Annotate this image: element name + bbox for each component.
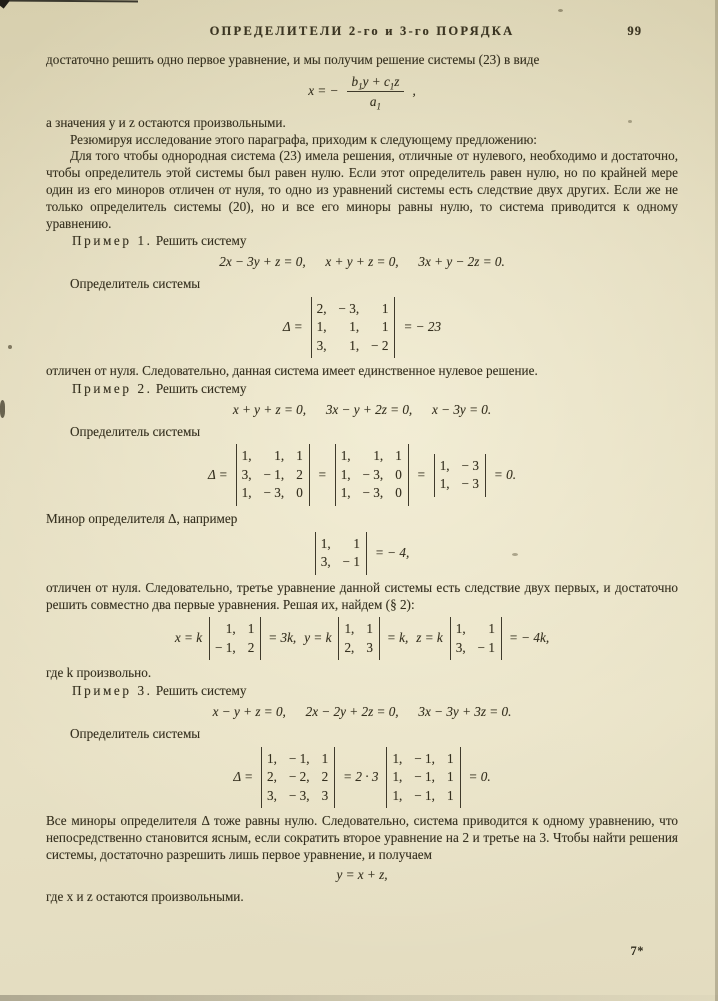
det-caption: Определитель системы (70, 275, 201, 291)
det-cell: 1, (225, 621, 236, 637)
det-cell: 1, (373, 448, 384, 464)
determinant-matrix (338, 617, 379, 660)
theorem-statement: Для того чтобы однородная система (23) имела решения, отличные от нулевого, необходимо и достаточно, чтобы определитель этой системы был равен нулю. Если этот определитель равен нулю, но по крайней мере один из его миноров отличен от нуля, то одно из уравнений системы есть следствие двух других. Если же не только определитель системы (20), но и все его миноры равны нулю, то система приводится к одному уравнению. (46, 148, 678, 231)
formula-trail: , (412, 82, 416, 98)
scan-edge-artifact (0, 0, 138, 2)
det-cell: 1 (381, 319, 389, 335)
subscript: 1 (376, 101, 382, 112)
det-cell: 3 (366, 639, 373, 655)
example-title-text: Решить систему (155, 381, 247, 397)
minor-caption: Минор определителя Δ, например (46, 510, 238, 526)
example-2-equations: x + y + z = 0, 3x − y + 2z = 0, x − 3y = 0. (232, 401, 492, 417)
example-1-title (46, 233, 678, 250)
det-cell: 1 (395, 448, 402, 464)
paragraph: где x и z остаются произвольными. (46, 889, 244, 905)
paragraph: Резюмируя исследование этого параграфа, приходим к следующему предложению: (70, 131, 537, 147)
paragraph: отличен от нуля. Следовательно, данная система имеет единственное нулевое решение. (46, 363, 538, 379)
det-cell: 3, (320, 554, 331, 570)
det-cell: 3, (241, 466, 252, 482)
det-cell: 1, (320, 535, 331, 551)
det-cell: 1, (267, 750, 277, 766)
math-var: a (369, 93, 377, 109)
sol-lhs: x = k (174, 630, 203, 646)
sol-lhs: y = k (304, 630, 332, 646)
det-cell: 2, (344, 639, 355, 655)
det-cell: 1, (455, 621, 466, 637)
det-cell: 0 (296, 485, 303, 501)
paragraph: отличен от нуля. Следовательно, третье уравнение данной системы есть следствие двух первых, и достаточно решить совместно два первые уравнения. Решая их, найдем (§ 2): (46, 579, 678, 612)
det-rhs: = 0. (468, 768, 491, 784)
paragraph-intro: достаточно решить одно первое уравнение, и мы получим решение системы (23) в виде (46, 52, 540, 67)
det-cell: 3, (316, 337, 327, 353)
formula-lhs: x = − (308, 82, 339, 98)
sol-rhs: = 3k, (268, 630, 297, 646)
solution-x (175, 617, 296, 660)
det-cell: 1 (366, 621, 373, 637)
det-cell: − 2, (288, 769, 310, 785)
det-cell: 1, (349, 319, 360, 335)
scan-bottom-shadow (0, 995, 718, 1001)
subscript: 1 (389, 81, 395, 92)
det-cell: 1, (316, 319, 327, 335)
running-head (46, 24, 678, 42)
det-cell: − 3, (338, 300, 360, 316)
det-cell: − 3, (362, 485, 384, 501)
final-formula: y = x + z, (336, 867, 388, 883)
example-2-title (46, 381, 678, 398)
det-cell: 2, (267, 769, 277, 785)
det-cell: 1 (353, 535, 360, 551)
det-cell: 1, (340, 448, 351, 464)
fraction (347, 73, 405, 110)
det-cell: 1 (321, 750, 329, 766)
det-cell: − 1, (215, 639, 236, 655)
determinant-matrix (236, 444, 310, 506)
det-cell: 1 (296, 448, 303, 464)
det-cell: 2 (296, 466, 303, 482)
scan-speck (558, 9, 563, 12)
determinant-matrix (311, 297, 396, 359)
det-cell: − 1, (288, 750, 310, 766)
det-cell: 1, (349, 337, 360, 353)
det-cell: − 3, (362, 466, 384, 482)
determinant-matrix (261, 747, 335, 809)
det-cell: 1, (392, 750, 403, 766)
sol-rhs: = k, (386, 630, 409, 646)
paragraph: а значения y и z остаются произвольными. (46, 114, 286, 130)
det-cell: − 3 (461, 476, 479, 492)
det-cell: 1, (241, 448, 252, 464)
solution-z (416, 617, 549, 660)
scan-smudge (0, 400, 5, 418)
det-cell: − 1, (414, 787, 435, 803)
math-var: b (351, 73, 359, 89)
det-cell: 1, (344, 621, 355, 637)
fraction-denominator (370, 92, 381, 110)
det-lhs: Δ = (207, 466, 228, 482)
example-title-text: Решить систему (155, 233, 247, 249)
paragraph: где k произвольно. (46, 665, 152, 681)
det-rhs: = 0. (493, 466, 517, 482)
example-label: Пример 2. (72, 381, 153, 397)
det-cell: 1, (340, 466, 351, 482)
det-cell: − 1, (263, 466, 285, 482)
fraction-numerator (347, 73, 405, 92)
scan-corner-artifact (0, 0, 10, 9)
det-cell: 1, (439, 476, 450, 492)
det-cell: 1, (439, 457, 450, 473)
det-cell: 1 (446, 769, 454, 785)
det-cell: − 3 (461, 457, 479, 473)
subscript: 1 (358, 81, 363, 92)
sol-rhs: = − 4k, (508, 630, 550, 646)
determinant-matrix (434, 454, 486, 497)
display-formula-x (46, 73, 678, 110)
page-content (46, 52, 678, 906)
signature-mark: 7* (630, 944, 644, 958)
example-3-determinant-chain (46, 747, 678, 809)
example-2-determinant-chain (46, 444, 678, 506)
det-rhs: = − 23 (403, 319, 442, 335)
determinant-matrix (386, 747, 460, 809)
math-var: y + c (362, 73, 390, 89)
det-cell: 1 (488, 621, 495, 637)
example-title-text: Решить систему (155, 683, 247, 699)
equals-sign: = (317, 466, 327, 482)
factor-text: = 2 · 3 (343, 768, 379, 784)
det-cell: 3, (267, 787, 277, 803)
paragraph: Все миноры определителя Δ тоже равны нулю. Следовательно, система приводится к одному уравнению, что непосредственно становится ясным, если сократить второе уравнение на 2 и третье на 3. Чтобы найти решения системы, достаточно разрешить лишь первое уравнение, и получаем (46, 813, 678, 862)
det-cell: 3, (455, 639, 466, 655)
det-cell: 2 (247, 639, 255, 655)
det-cell: 1, (241, 485, 252, 501)
equals-sign: = (416, 466, 426, 482)
det-cell: − 3, (263, 485, 285, 501)
determinant-matrix (209, 617, 261, 660)
solution-line (46, 617, 678, 660)
determinant-matrix (450, 617, 502, 660)
det-lhs: Δ = (282, 319, 303, 335)
math-var: z (394, 73, 400, 89)
page-number: 99 (627, 24, 642, 38)
example-1-determinant (46, 297, 678, 359)
det-cell: 2, (316, 300, 327, 316)
det-caption: Определитель системы (70, 725, 201, 741)
det-cell: 1, (392, 787, 403, 803)
example-label: Пример 3. (72, 683, 153, 699)
det-cell: − 1, (414, 750, 435, 766)
det-cell: 3 (321, 787, 329, 803)
det-cell: − 1 (342, 554, 360, 570)
det-cell: 1, (274, 448, 285, 464)
det-cell: − 3, (288, 787, 310, 803)
det-cell: − 1 (477, 639, 495, 655)
det-caption: Определитель системы (70, 423, 201, 439)
determinant-matrix (315, 532, 367, 575)
det-lhs: Δ = (233, 768, 254, 784)
minor-determinant (46, 532, 678, 575)
det-cell: 1 (446, 750, 454, 766)
det-cell: 1, (340, 485, 351, 501)
example-1-equations: 2x − 3y + z = 0, x + y + z = 0, 3x + y − 2z = 0. (219, 254, 505, 270)
det-cell: 1, (392, 769, 403, 785)
det-cell: − 2 (371, 337, 389, 353)
solution-y (304, 617, 408, 660)
det-cell: 1 (446, 787, 454, 803)
scan-speck (8, 345, 12, 349)
determinant-matrix (335, 444, 409, 506)
det-cell: 1 (381, 300, 389, 316)
example-label: Пример 1. (72, 233, 153, 249)
det-cell: − 1, (414, 769, 435, 785)
sol-lhs: z = k (416, 630, 443, 646)
det-cell: 0 (395, 466, 402, 482)
det-cell: 1 (247, 621, 255, 637)
det-cell: 2 (321, 769, 329, 785)
example-3-title (46, 683, 678, 700)
example-3-equations: x − y + z = 0, 2x − 2y + 2z = 0, 3x − 3y + 3z = 0. (212, 703, 512, 719)
det-cell: 0 (395, 485, 402, 501)
chapter-title: ОПРЕДЕЛИТЕЛИ 2-го и 3-го ПОРЯДКА (209, 24, 515, 38)
det-rhs: = − 4, (374, 544, 410, 560)
